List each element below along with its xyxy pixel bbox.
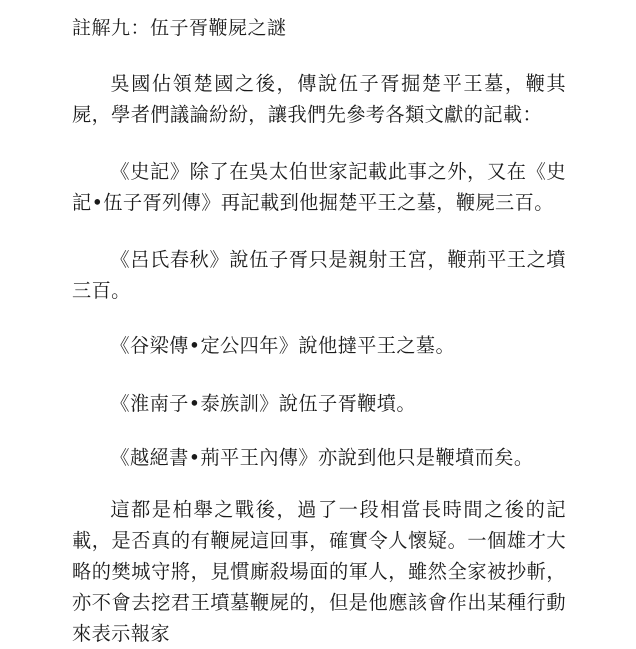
paragraph-huainanzi: 《淮南子•泰族訓》說伍子胥鞭墳。 bbox=[110, 392, 416, 415]
paragraph-yuejueshu: 《越絕書•荊平王內傳》亦說到他只是鞭墳而矣。 bbox=[110, 446, 534, 469]
paragraph-lushi-chunqiu: 《呂氏春秋》說伍子胥只是親射王宮，鞭荊平王之墳三百。 bbox=[72, 248, 566, 302]
paragraph-analysis: 這都是柏舉之戰後，過了一段相當長時間之後的記載，是否真的有鞭屍這回事，確實令人懷疑。一個雄才大略的樊城守將，見慣廝殺場面的軍人，雖然全家被抄斬，亦不會去挖君王墳墓鞭屍的，但是他應該會作出某種行動來表示報家 bbox=[72, 498, 566, 645]
note-title: 註解九：伍子胥鞭屍之謎 bbox=[72, 17, 287, 39]
paragraph-intro: 吳國佔領楚國之後，傳說伍子胥掘楚平王墓，鞭其屍，學者們議論紛紛，讓我們先參考各類文獻的記載： bbox=[72, 72, 566, 126]
paragraph-guliang-zhuan: 《谷梁傳•定公四年》說他撻平王之墓。 bbox=[110, 334, 456, 357]
paragraph-shiji: 《史記》除了在吳太伯世家記載此事之外，又在《史記•伍子胥列傳》再記載到他掘楚平王之墓，鞭屍三百。 bbox=[72, 160, 566, 214]
